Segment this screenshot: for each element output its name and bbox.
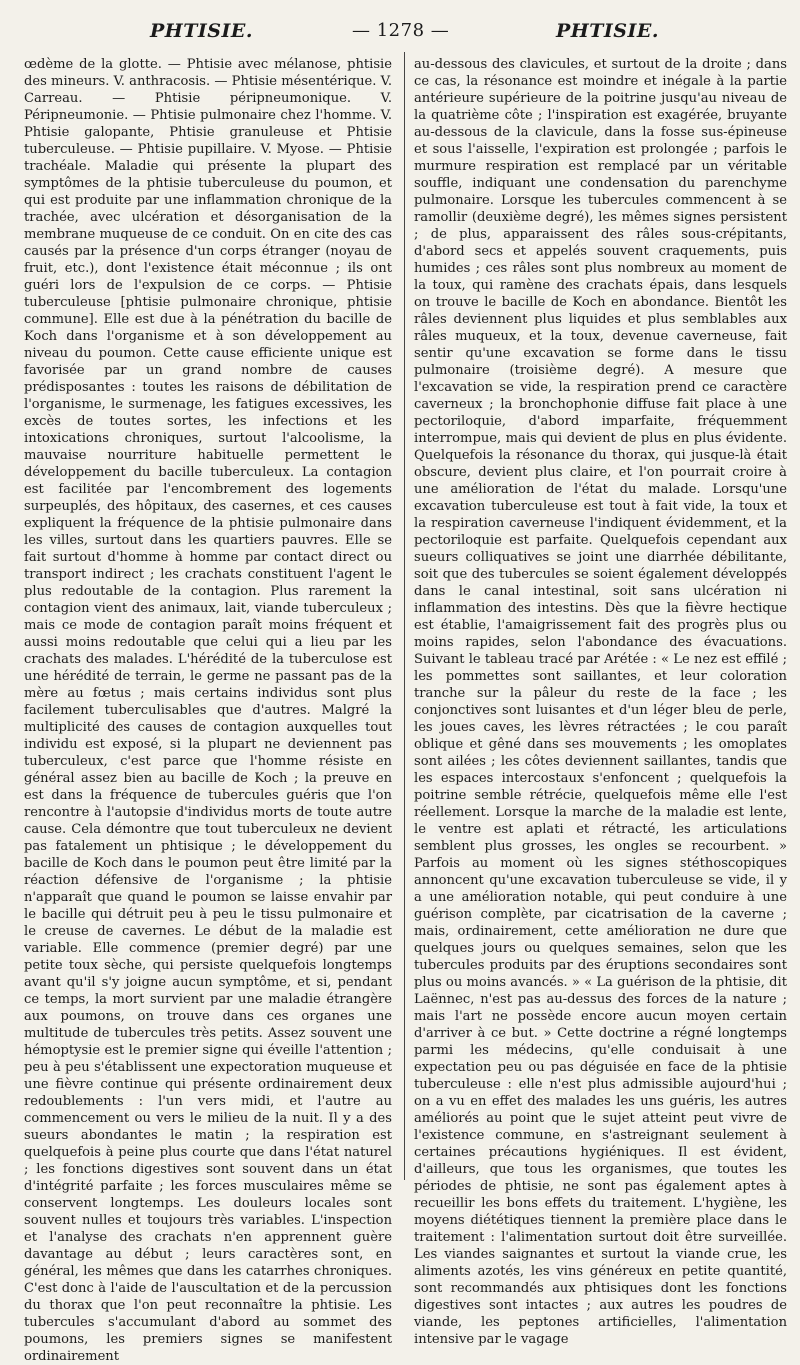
running-head-right: PHTISIE. [556,20,659,42]
left-column [24,56,392,1364]
right-column [414,56,787,1347]
page-number: — 1278 — [352,20,450,41]
column-divider [404,52,405,1180]
right-column-text: au-dessous des clavicules, et surtout de la droite ; dans ce cas, la résonance est moindre et inégale à la partie antérieure supérieure de la poitrine jusqu'au niveau de la quatrième côte ; l'inspiration est exagérée, bruyante au-dessous de la clavicule, dans la fosse sus-épineuse et sous l'aisselle, l'expiration est prolongée ; parfois le murmure respiration est remplacé par un véritable souffle, indiquant une condensation du parenchyme pulmonaire. Lorsque les tubercules commencent à se ramollir (deuxième degré), les mêmes signes persistent ; de plus, apparaissent des râles sous-crépitants, d'abord secs et appelés souvent craquements, puis humides ; ces râles sont plus nombreux au moment de la toux, qui ramène des crachats épais, dans lesquels on trouve le bacille de Koch en abondance. Bientôt les râles deviennent plus liquides et plus semblables aux râles muqueux, et la toux, devenue caverneuse, fait sentir qu'une excavation se forme dans le tissu pulmonaire (troisième degré). A mesure que l'excavation se vide, la respiration prend ce caractère caverneux ; la bronchophonie diffuse fait place à une pectoriloquie, d'abord imparfaite, fréquemment interrompue, mais qui devient de plus en plus évidente. Quelquefois la résonance du thorax, qui jusque-là était obscure, devient plus claire, et l'on pourrait croire à une amélioration de l'état du malade. Lorsqu'une excavation tuberculeuse est tout à fait vide, la toux et la respiration caverneuse l'indiquent évidemment, et la pectoriloquie est parfaite. Quelquefois cependant aux sueurs colliquatives se joint une diarrhée débilitante, soit que des tubercules se soient également développés dans le canal intestinal, soit sans ulcération ni inflammation des intestins. Dès que la fièvre hectique est établie, l'amaigrissement fait des progrès plus ou moins rapides, selon l'abondance des évacuations. Suivant le tableau tracé par Arétée : « Le nez est effilé ; les pommettes sont saillantes, et leur coloration tranche sur la pâleur du reste de la face ; les conjonctives sont luisantes et d'un léger bleu de perle, les joues caves, les lèvres rétractées ; le cou paraît oblique et gêné dans ses mouvements ; les omoplates sont ailées ; les côtes deviennent saillantes, tandis que les espaces intercostaux s'enfoncent ; quelquefois la poitrine semble rétrécie, quelquefois même elle l'est réellement. Lorsque la marche de la maladie est lente, le ventre est aplati et rétracté, les articulations semblent plus grosses, les ongles se recourbent. » Parfois au moment où les signes stéthoscopiques annoncent qu'une excavation tuberculeuse se vide, il y a une amélioration notable, qui peut conduire à une guérison complète, par cicatrisation de la caverne ; mais, ordinairement, cette amélioration ne dure que quelques jours ou quelques semaines, selon que les tubercules produits par des éruptions secondaires sont plus ou moins avancés. » « La guérison de la phtisie, dit Laënnec, n'est pas au-dessus des forces de la nature ; mais l'art ne possède encore aucun moyen certain d'arriver à ce but. » Cette doctrine a régné longtemps parmi les médecins, qu'elle conduisait à une expectation peu ou pas déguisée en face de la phtisie tuberculeuse : elle n'est plus admissible aujourd'hui ; on a vu en effet des malades les uns guéris, les autres améliorés au point que le sujet atteint peut vivre de l'existence commune, en s'astreignant seulement à certaines précautions hygiéniques. Il est évident, d'ailleurs, que tous les organismes, que toutes les périodes de phtisie, ne sont pas également aptes à recueillir les bons effets du traitement. L'hygiène, les moyens diététiques tiennent la première place dans le traitement : l'alimentation surtout doit être surveillée. Les viandes saignantes et surtout la viande crue, les aliments azotés, les vins généreux en petite quantité, sont recommandés aux phtisiques dont les fonctions digestives sont intactes ; aux autres les poudres de viande, les peptones artificielles, l'alimentation intensive par le vagage [414,57,787,1347]
left-column-text: œdème de la glotte. — Phtisie avec mélanose, phtisie des mineurs. V. anthracosis. — Phtisie mésentérique. V. Carreau. — Phtisie péripneumonique. V. Péripneumonie. — Phtisie pulmonaire chez l'homme. V. Phtisie galopante, Phtisie granuleuse et Phtisie tuberculeuse. — Phtisie pupillaire. V. Myose. — Phtisie trachéale. Maladie qui présente la plupart des symptômes de la phtisie tuberculeuse du poumon, et qui est produite par une inflammation chronique de la trachée, avec ulcération et désorganisation de la membrane muqueuse de ce conduit. On en cite des cas causés par la présence d'un corps étranger (noyau de fruit, etc.), dont l'existence était méconnue ; ils ont guéri lors de l'expulsion de ce corps. — Phtisie tuberculeuse [phtisie pulmonaire chronique, phtisie commune]. Elle est due à la pénétration du bacille de Koch dans l'organisme et à son développement au niveau du poumon. Cette cause efficiente unique est favorisée par un grand nombre de causes prédisposantes : toutes les raisons de débilitation de l'organisme, le surmenage, les fatigues excessives, les excès de toutes sortes, les infections et les intoxications chroniques, surtout l'alcoolisme, la mauvaise nourriture habituelle permettent le développement du bacille tuberculeux. La contagion est facilitée par l'encombrement des logements surpeuplés, des hôpitaux, des casernes, et ces causes expliquent la fréquence de la phtisie pulmonaire dans les villes, surtout dans les quartiers pauvres. Elle se fait surtout d'homme à homme par contact direct ou transport indirect ; les crachats constituent l'agent le plus redoutable de la contagion. Plus rarement la contagion vient des animaux, lait, viande tuberculeux ; mais ce mode de contagion paraît moins fréquent et aussi moins redoutable que celui qui a lieu par les crachats des malades. L'hérédité de la tuberculose est une hérédité de terrain, le germe ne passant pas de la mère au fœtus ; mais certains individus sont plus facilement tuberculisables que d'autres. Malgré la multiplicité des causes de contagion auxquelles tout individu est exposé, si la plupart ne deviennent pas tuberculeux, c'est parce que l'homme résiste en général assez bien au bacille de Koch ; la preuve en est dans la fréquence de tubercules guéris que l'on rencontre à l'autopsie d'individus morts de toute autre cause. Cela démontre que tout tuberculeux ne devient pas fatalement un phtisique ; le développement du bacille de Koch dans le poumon peut être limité par la réaction défensive de l'organisme ; la phtisie n'apparaît que quand le poumon se laisse envahir par le bacille qui détruit peu à peu le tissu pulmonaire et le creuse de cavernes. Le début de la maladie est variable. Elle commence (premier degré) par une petite toux sèche, qui persiste quelquefois longtemps avant qu'il s'y joigne aucun symptôme, et si, pendant ce temps, la mort survient par une maladie étrangère aux poumons, on trouve dans ces organes une multitude de tubercules très petits. Assez souvent une hémoptysie est le premier signe qui éveille l'attention ; peu à peu s'établissent une expectoration muqueuse et une fièvre continue qui présente ordinairement deux redoublements : l'un vers midi, et l'autre au commencement ou vers le milieu de la nuit. Il y a des sueurs abondantes le matin ; la respiration est quelquefois à peine plus courte que dans l'état naturel ; les fonctions digestives sont souvent dans un état d'intégrité parfaite ; les forces musculaires même se conservent longtemps. Les douleurs locales sont souvent nulles et toujours très variables. L'inspection et l'analyse des crachats n'en apprennent guère davantage au début ; leurs caractères sont, en général, les mêmes que dans les catarrhes chroniques. C'est donc à l'aide de l'auscultation et de la percussion du thorax que l'on peut reconnaître la phtisie. Les tubercules s'accumulant d'abord au sommet des poumons, les premiers signes se manifestent ordinairement [24,57,392,1364]
running-head-left: PHTISIE. [150,20,253,42]
page-header [0,14,800,48]
